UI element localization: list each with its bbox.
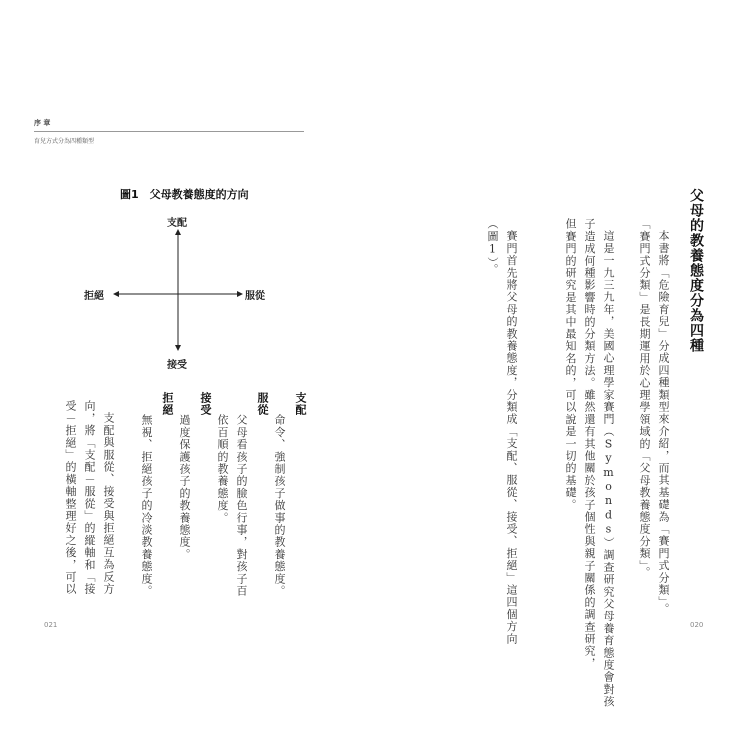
left-paragraph-line1: 支配與服從、接受與拒絕互為反方 [102, 412, 115, 595]
definition-rejection: 無視、拒絕孩子的冷淡教養態度。 [140, 414, 153, 597]
right-p2-line3: 但賽門的研究是其中最知名的，可以說是一切的基礎。 [564, 218, 577, 511]
right-p3-line1: 賽門首先將父母的教養態度，分類成「支配、服從、接受、拒絕」這四個方向 [505, 230, 518, 645]
definition-obedience-line2: 依百順的教養態度。 [216, 414, 229, 524]
definition-obedience-line1: 父母看孩子的臉色行事，對孩子百 [235, 414, 248, 597]
page-number-left: 021 [44, 621, 58, 629]
chapter-label: 序 章 [34, 119, 51, 127]
section-title: 父母的教養態度分為四種 [688, 188, 704, 353]
figure-title: 圖1 父母教養態度的方向 [120, 188, 249, 201]
term-acceptance: 接受 [199, 392, 212, 416]
right-p2-line1: 這是一九三九年，美國心理學家賽門（Symonds）調查研究父母養育態度會對孩 [602, 230, 615, 708]
right-p2-line2: 子造成何種影響時的分類方法。雖然還有其他關於孩子個性與親子關係的調查研究， [583, 218, 596, 670]
term-rejection: 拒絕 [161, 392, 174, 416]
right-p1-line2: 「賽門式分類」是長期運用於心理學領域的「父母教養態度分類」。 [638, 218, 651, 579]
header-divider [34, 131, 304, 132]
term-obedience: 服從 [256, 392, 269, 416]
right-p3-line2: （圖1）。 [486, 218, 499, 276]
axis-label-left: 拒絕 [84, 291, 104, 302]
page-number-right: 020 [690, 621, 704, 629]
left-paragraph-line3: 受－拒絕」的橫軸整理好之後，可以 [64, 400, 77, 596]
attitude-axis-diagram [80, 210, 290, 380]
axis-label-right: 服從 [245, 291, 265, 302]
axis-label-bottom: 接受 [167, 360, 187, 371]
right-p1-line1: 本書將「危險育兒」分成四種類型來介紹，而其基礎為「賽門式分類」。 [657, 230, 670, 615]
definition-acceptance: 過度保護孩子的教養態度。 [178, 414, 191, 561]
left-paragraph-line2: 向，將「支配－服從」的縱軸和「接 [83, 400, 96, 596]
term-dominance: 支配 [294, 392, 307, 416]
chapter-subtitle: 育兒方式分為四種類型 [34, 138, 95, 145]
axis-label-top: 支配 [167, 218, 187, 229]
definition-dominance: 命令、強制孩子做事的教養態度。 [273, 414, 286, 597]
